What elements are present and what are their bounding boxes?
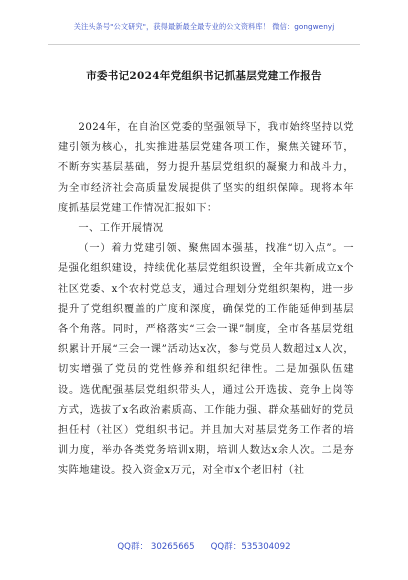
footer-qq-group-1: QQ群： 30265665 [117,542,195,552]
body-paragraph: （一）着力党建引领、聚焦固本强基，找准“切入点”。一是强化组织建设，持续优化基层党组织设置，全年共新成立x个社区党委、x个农村党总支，通过合理划分党组织架构，进一步提升了党组织覆盖的广度和深度，确保党的工作能延伸到基层各个角落。同时，严格落实“三会一课”制度，全市各基层党组织累计开展“三会一课”活动达x次，参与党员人数超过x人次，切实增强了党员的党性修养和组织纪律性。二是加强队伍建设。选优配强基层党组织带头人，通过公开选拔、竞争上岗等方式，选拔了x名政治素质高、工作能力强、群众基础好的党员担任村（社区）党组织书记。并且加大对基层党务工作者的培训力度，举办各类党务培训x期，培训人数达x余人次。二是夯实阵地建设。投入资金x万元，对全市x个老旧村（社 [58,243,354,477]
header-divider [48,44,360,45]
document-title: 市委书记2024年党组织书记抓基层党建工作报告 [86,70,322,82]
intro-paragraph: 2024年，在自治区党委的坚强领导下，我市始终坚持以党建引领为核心，扎实推进基层党建各项工作，聚焦关键环节，不断夯实基层基础，努力提升基层党组织的凝聚力和战斗力，为全市经济社会高质量发展提供了坚实的组织保障。现将本年度抓基层党建工作情况汇报如下： [58,122,354,214]
document-body [58,118,354,482]
header-banner: 关注头条号"公文研究"，获得最新最全最专业的公文资料库！ 微信：gongwenyj [73,22,335,31]
section-heading: 一、工作开展情况 [78,223,164,235]
footer-qq-group-2: QQ群：535304092 [210,542,291,552]
footer-contact [0,540,408,552]
